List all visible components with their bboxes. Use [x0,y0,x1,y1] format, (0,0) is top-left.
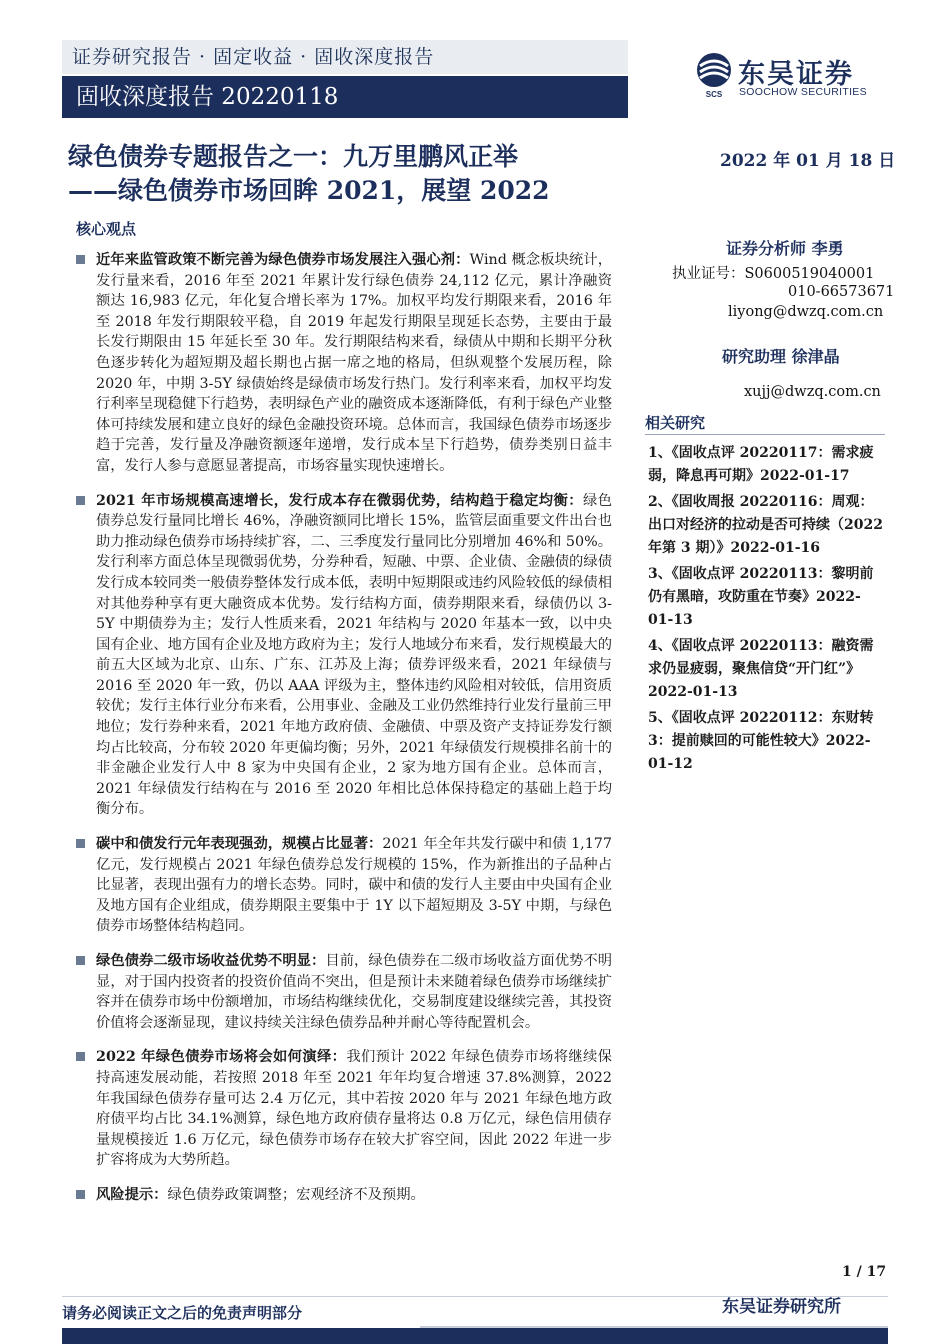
footer-bar [62,1328,888,1344]
assistant-name: 研究助理 徐津晶 [722,347,840,366]
key-point-text: 绿色债券总发行量同比增长 46%，净融资额同比增长 15%，监管层面重要文件出台也助力推动绿色债券市场持续扩容，二、三季度发行量同比分别增加 46%和 50%。发行利率方面总体呈现微弱优势，分券种看，短融、中票、企业债、金融债的绿债发行成本较同类一般债券整体发行成本低，表明中短期限或违约风险较低的绿债相对其他券种享有更大融资成本优势。发行结构方面，债券期限来看，绿债仍以 3-5Y 中期债券为主；发行人性质来看，2021 年结构与 2020 年基本一致，以中央国有企业、地方国有企业及地方政府为主；发行人地域分布来看，发行规模最大的前五大区域为北京、山东、广东、江苏及上海；债券评级来看，2021 年绿债与 2016 至 2020 年一致，仍以 AAA 评级为主，整体违约风险相对较低，信用资质较优；发行主体行业分布来看，公用事业、金融及工业仍然维持行业发行量前三甲地位；发行券种来看，2021 年地方政府债、金融债、中票及资产支持证券发行额均占比较高，分布较 2020 年更偏均衡；另外，2021 年绿债发行规模排名前十的非金融企业发行人中 8 家为中央国有企业，2 家为地方国有企业。总体而言，2021 年绿债发行结构在与 2016 至 2020 年相比总体保持稳定的基础上趋于均衡分布。 [96,492,613,818]
logo-name-cn: 东吴证券 [738,59,854,90]
report-title [68,140,658,208]
key-point-text: 目前，绿色债券在二级市场收益方面优势不明显，对于国内投资者的投资价值尚不突出，但是预计未来随着绿色债券市场继续扩容并在债券市场中份额增加，市场结构继续优化，交易制度建设继续完善，其投资价值将会逐渐显现，建议持续关注绿色债券品种并耐心等待配置机会。 [96,953,613,1031]
scs-logo-icon [694,52,734,98]
logo-icon-text: SCS [705,90,723,98]
key-point-lead: 近年来监管政策不断完善为绿色债券市场发展注入强心剂： [96,252,470,268]
key-point-lead: 2021 年市场规模高速增长，发行成本存在微弱优势，结构趋于稳定均衡： [96,492,583,509]
key-point-lead: 绿色债券二级市场收益优势不明显： [96,953,326,969]
analyst-name: 证券分析师 李勇 [726,239,844,258]
related-research-list [648,442,884,779]
square-bullet-icon [76,839,85,848]
core-views-body [76,250,612,1220]
related-research-title: 相关研究 [645,414,706,432]
key-point-lead: 2022 年绿色债券市场将会如何演绎： [96,1049,347,1066]
key-point-4 [76,951,612,1033]
logo-name-en: SOOCHOW SECURITIES [739,86,867,98]
square-bullet-icon [76,1052,85,1061]
disclaimer-notice[interactable]: 请务必阅读正文之后的免责声明部分 [62,1304,303,1322]
related-divider [645,434,885,435]
square-bullet-icon [76,956,85,965]
key-point-text: Wind 概念板块统计，发行量来看，2016 年至 2021 年累计发行绿色债券 24,112 亿元，累计净融资额达 16,983 亿元，年化复合增长率为 17%。加权平均发行期限来看，2016 年至 2018 年发行期限较平稳，自 2019 年起发行期限呈现延长态势，主要由于最长发行期限由 15 年延长至 30 年。发行期限结构来看，绿债从中期和长期平分秋色逐步转化为超短期及超长期也占据一席之地的格局，但纵观整个发展历程，除 2020 年，中期 3-5Y 绿债始终是绿债市场发行热门。发行利率来看，加权平均发行利率呈现稳健下行趋势，表明绿色产业的融资成本逐渐降低，有利于绿色产业整体可持续发展和建立良好的绿色金融投资环境。总体而言，我国绿色债券市场逐步趋于完善，发行量及净融资额逐年递增，发行成本呈下行趋势，债券类别日益丰富，发行人参与意愿显著提高，市场容量实现快速增长。 [96,252,612,474]
soochow-logo [694,52,894,100]
report-category-band: 证券研究报告 · 固定收益 · 固收深度报告 [62,40,628,74]
risk-warning [76,1185,612,1206]
square-bullet-icon [76,1190,85,1199]
key-point-1 [76,250,612,477]
square-bullet-icon [76,496,85,505]
title-line-2: ——绿色债券市场回眸 2021，展望 2022 [68,176,550,205]
related-item[interactable]: 5、《固收点评 20220112：东财转 3：提前赎回的可能性较大》2022-01-12 [648,710,874,772]
key-point-3 [76,834,612,937]
key-point-text: 2021 年全年共发行碳中和债 1,177 亿元，发行规模占 2021 年绿色债券总发行规模的 15%，作为新推出的子品种占比显著，表现出强有力的增长态势。同时，碳中和债的发行人主要由中央国有企业及地方国有企业组成，债券期限主要集中于 1Y 以下超短期及 3-5Y 中期，与绿色债券市场整体结构趋同。 [96,836,613,935]
related-item[interactable]: 4、《固收点评 20220113：融资需求仍显疲弱，聚焦信贷“开门红”》2022-01-13 [648,638,874,700]
key-point-text: 我们预计 2022 年绿色债券市场将继续保持高速发展动能，若按照 2018 年至 2021 年年均复合增速 37.8%测算，2022 年我国绿色债券存量可达 2.4 万亿元，其中若按 2020 年与 2021 年绿色地方政府债平均占比 34.1%测算，绿色地方政府债存量将达 0.8 万亿元，绿色信用债存量规模接近 1.6 万亿元，绿色债券市场存在较大扩容空间，因此 2022 年进一步扩容将成为大势所趋。 [96,1049,612,1169]
assistant-email: xujj@dwzq.com.cn [744,384,881,400]
institute-name: 东吴证券研究所 [722,1297,841,1317]
related-item[interactable]: 1、《固收点评 20220117：需求疲弱，降息再可期》2022-01-17 [648,445,874,484]
page-number: 1 / 17 [842,1264,887,1280]
key-point-5 [76,1047,612,1171]
related-item[interactable]: 2、《固收周报 20220116：周观：出口对经济的拉动是否可持续（2022 年第 3 期）》2022-01-16 [648,494,883,556]
analyst-cert: 执业证号：S0600519040001 [672,266,875,282]
report-date: 2022 年 01 月 18 日 [720,151,896,171]
risk-warning-lead: 风险提示： [96,1186,168,1203]
core-views-label: 核心观点 [76,220,137,238]
title-line-1: 绿色债券专题报告之一：九万里鹏风正举 [68,142,519,171]
square-bullet-icon [76,255,85,264]
risk-warning-text: 绿色债券政策调整；宏观经济不及预期。 [167,1186,425,1203]
key-point-2 [76,491,612,821]
analyst-phone: 010-66573671 [788,284,895,300]
report-type-bar: 固收深度报告 20220118 [62,76,628,118]
analyst-email: liyong@dwzq.com.cn [728,304,884,320]
related-item[interactable]: 3、《固收点评 20220113：黎明前仍有黑暗，攻防重在节奏》2022-01-13 [648,566,874,628]
key-point-lead: 碳中和债发行元年表现强劲，规模占比显著： [96,836,383,853]
